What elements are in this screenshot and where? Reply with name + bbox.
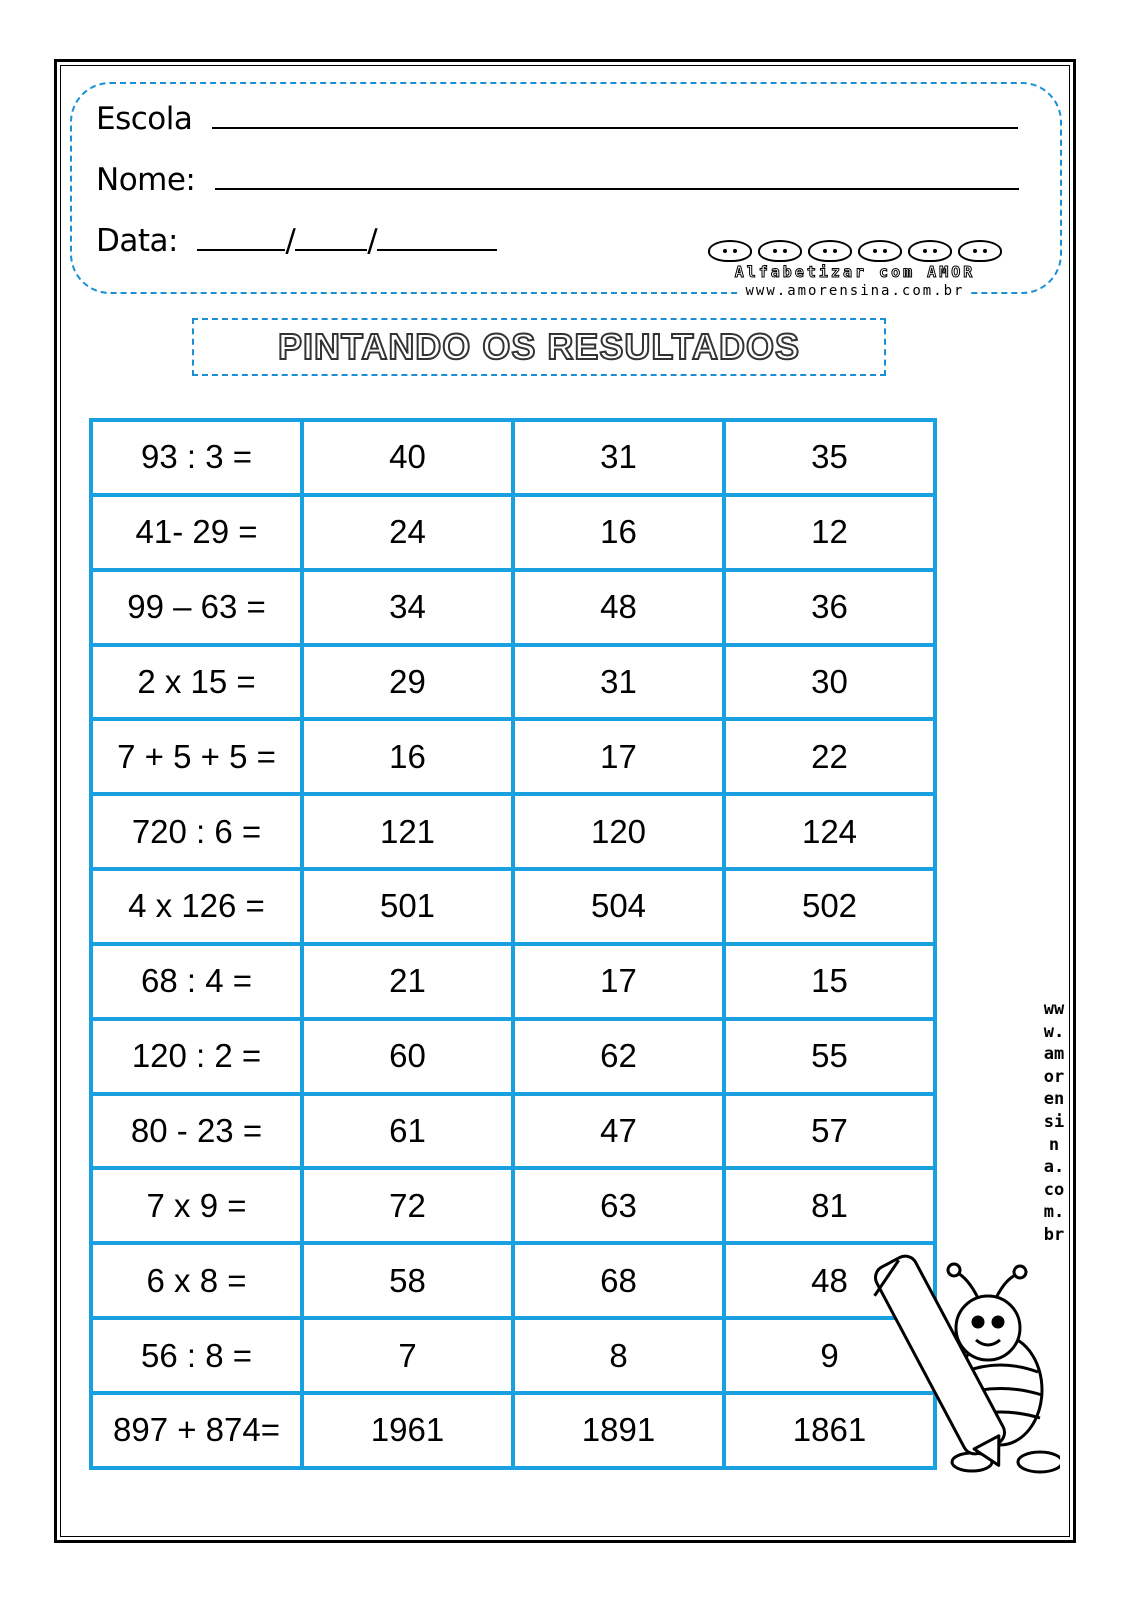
answer-option-cell[interactable]: 48 bbox=[724, 1243, 935, 1318]
answer-option-cell[interactable]: 72 bbox=[302, 1168, 513, 1243]
answer-option-cell[interactable]: 47 bbox=[513, 1094, 724, 1169]
worksheet-title-box bbox=[192, 318, 886, 376]
answer-option-cell[interactable]: 31 bbox=[513, 420, 724, 495]
answer-option-cell[interactable]: 17 bbox=[513, 719, 724, 794]
answer-option-cell[interactable]: 8 bbox=[513, 1318, 724, 1393]
answer-option-cell[interactable]: 501 bbox=[302, 869, 513, 944]
expression-cell: 41- 29 = bbox=[91, 495, 302, 570]
answer-option-cell[interactable]: 1861 bbox=[724, 1393, 935, 1468]
answer-option-cell[interactable]: 36 bbox=[724, 570, 935, 645]
kids-faces-icon bbox=[680, 240, 1030, 264]
nome-label: Nome: bbox=[96, 162, 196, 198]
nome-field bbox=[96, 162, 1019, 198]
answer-option-cell[interactable]: 34 bbox=[302, 570, 513, 645]
answer-option-cell[interactable]: 7 bbox=[302, 1318, 513, 1393]
answer-option-cell[interactable]: 121 bbox=[302, 794, 513, 869]
answer-option-cell[interactable]: 22 bbox=[724, 719, 935, 794]
answer-option-cell[interactable]: 68 bbox=[513, 1243, 724, 1318]
year-blank[interactable] bbox=[377, 223, 497, 251]
expression-cell: 93 : 3 = bbox=[91, 420, 302, 495]
table-row bbox=[91, 794, 935, 869]
answer-option-cell[interactable]: 9 bbox=[724, 1318, 935, 1393]
table-row bbox=[91, 1168, 935, 1243]
table-row bbox=[91, 1019, 935, 1094]
answer-option-cell[interactable]: 15 bbox=[724, 944, 935, 1019]
answer-option-cell[interactable]: 40 bbox=[302, 420, 513, 495]
answer-option-cell[interactable]: 1961 bbox=[302, 1393, 513, 1468]
date-separator: / bbox=[367, 223, 378, 259]
table-row bbox=[91, 645, 935, 720]
table-row bbox=[91, 570, 935, 645]
table-row bbox=[91, 944, 935, 1019]
answer-option-cell[interactable]: 81 bbox=[724, 1168, 935, 1243]
answer-option-cell[interactable]: 30 bbox=[724, 645, 935, 720]
expression-cell: 897 + 874= bbox=[91, 1393, 302, 1468]
expression-cell: 7 x 9 = bbox=[91, 1168, 302, 1243]
expression-cell: 7 + 5 + 5 = bbox=[91, 719, 302, 794]
answer-option-cell[interactable]: 48 bbox=[513, 570, 724, 645]
table-row bbox=[91, 719, 935, 794]
expression-cell: 80 - 23 = bbox=[91, 1094, 302, 1169]
expression-cell: 2 x 15 = bbox=[91, 645, 302, 720]
answer-option-cell[interactable]: 16 bbox=[302, 719, 513, 794]
data-label: Data: bbox=[96, 223, 178, 259]
brand-name: Alfabetizar com AMOR bbox=[734, 263, 976, 281]
answer-option-cell[interactable]: 12 bbox=[724, 495, 935, 570]
date-separator: / bbox=[285, 223, 296, 259]
expression-cell: 56 : 8 = bbox=[91, 1318, 302, 1393]
table-row bbox=[91, 1318, 935, 1393]
month-blank[interactable] bbox=[295, 223, 367, 251]
answer-option-cell[interactable]: 24 bbox=[302, 495, 513, 570]
table-row bbox=[91, 420, 935, 495]
data-field bbox=[96, 223, 497, 259]
answer-option-cell[interactable]: 502 bbox=[724, 869, 935, 944]
expression-cell: 68 : 4 = bbox=[91, 944, 302, 1019]
expression-cell: 99 – 63 = bbox=[91, 570, 302, 645]
escola-field bbox=[96, 101, 1018, 137]
escola-label: Escola bbox=[96, 101, 193, 137]
escola-blank[interactable] bbox=[212, 101, 1018, 129]
answers-table bbox=[89, 418, 937, 1470]
answer-option-cell[interactable]: 21 bbox=[302, 944, 513, 1019]
answer-option-cell[interactable]: 55 bbox=[724, 1019, 935, 1094]
worksheet-title: PINTANDO OS RESULTADOS bbox=[277, 326, 800, 367]
brand-url: www.amorensina.com.br bbox=[741, 283, 968, 299]
answer-option-cell[interactable]: 16 bbox=[513, 495, 724, 570]
answer-option-cell[interactable]: 62 bbox=[513, 1019, 724, 1094]
expression-cell: 6 x 8 = bbox=[91, 1243, 302, 1318]
expression-cell: 4 x 126 = bbox=[91, 869, 302, 944]
table-row bbox=[91, 1243, 935, 1318]
answer-option-cell[interactable]: 57 bbox=[724, 1094, 935, 1169]
nome-blank[interactable] bbox=[215, 162, 1019, 190]
expression-cell: 720 : 6 = bbox=[91, 794, 302, 869]
table-row bbox=[91, 1094, 935, 1169]
answer-option-cell[interactable]: 17 bbox=[513, 944, 724, 1019]
answer-option-cell[interactable]: 504 bbox=[513, 869, 724, 944]
answer-option-cell[interactable]: 1891 bbox=[513, 1393, 724, 1468]
table-row bbox=[91, 869, 935, 944]
bee-with-pencil-icon bbox=[860, 1240, 1060, 1480]
answer-option-cell[interactable]: 61 bbox=[302, 1094, 513, 1169]
day-blank[interactable] bbox=[197, 223, 285, 251]
side-url: www.amorensina.com.br bbox=[1043, 999, 1065, 1245]
answer-option-cell[interactable]: 63 bbox=[513, 1168, 724, 1243]
answer-option-cell[interactable]: 31 bbox=[513, 645, 724, 720]
brand-logo bbox=[680, 240, 1030, 299]
table-row bbox=[91, 1393, 935, 1468]
answer-option-cell[interactable]: 35 bbox=[724, 420, 935, 495]
answer-option-cell[interactable]: 29 bbox=[302, 645, 513, 720]
answer-option-cell[interactable]: 60 bbox=[302, 1019, 513, 1094]
expression-cell: 120 : 2 = bbox=[91, 1019, 302, 1094]
answer-option-cell[interactable]: 120 bbox=[513, 794, 724, 869]
answer-option-cell[interactable]: 124 bbox=[724, 794, 935, 869]
table-row bbox=[91, 495, 935, 570]
answer-option-cell[interactable]: 58 bbox=[302, 1243, 513, 1318]
